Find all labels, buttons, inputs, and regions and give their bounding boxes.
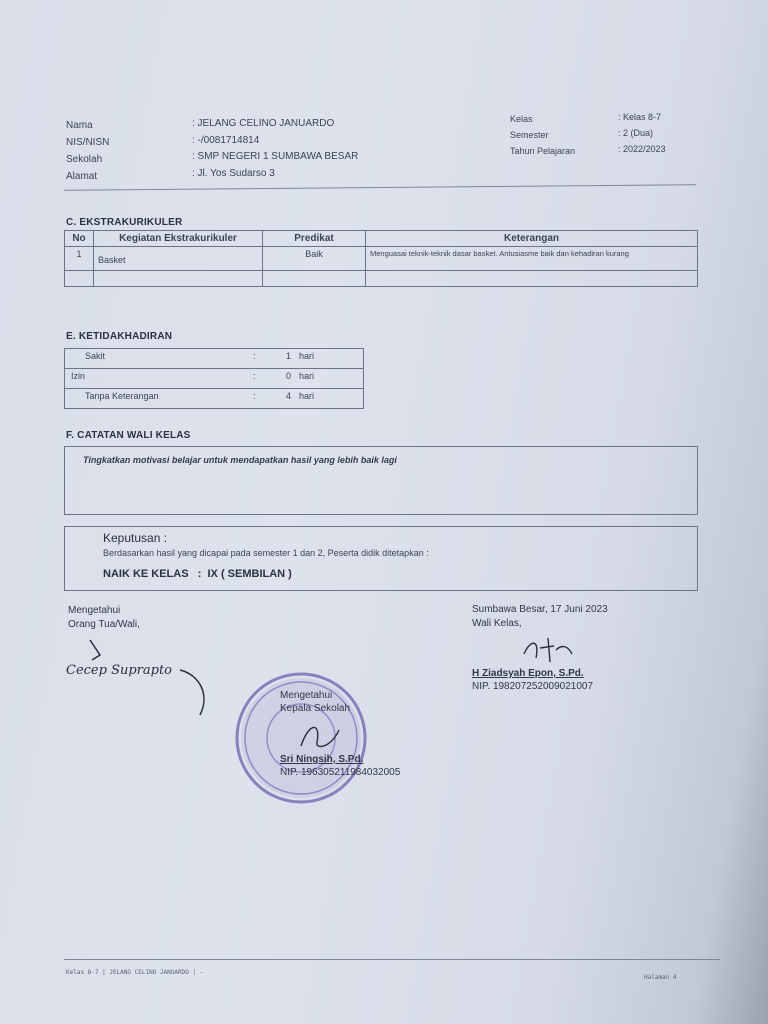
ekstra-kegiatan: Basket (94, 247, 263, 271)
right-sign-line2: Wali Kelas, (472, 618, 522, 629)
mid-sign-line1: Mengetahui (280, 690, 333, 701)
semester-value: : 2 (Dua) (618, 128, 654, 138)
absen-title: E. KETIDAKHADIRAN (66, 331, 173, 342)
footer-divider (64, 959, 720, 960)
footer-right: Halaman 4 (644, 974, 677, 981)
kepsek-signature (295, 718, 345, 754)
ekstra-no: 1 (65, 247, 94, 271)
right-sign-line1: Sumbawa Besar, 17 Juni 2023 (472, 604, 608, 615)
kepsek-nip: NIP. 196305211984032005 (280, 767, 401, 778)
alamat-label: Alamat (66, 171, 98, 182)
wali-signature (520, 632, 580, 666)
ekstra-header-kegiatan: Kegiatan Ekstrakurikuler (94, 231, 263, 247)
catatan-text: Tingkatkan motivasi belajar untuk mendapatkan hasil yang lebih baik lagi (83, 455, 397, 465)
table-row (65, 389, 364, 409)
ekstra-title: C. EKSTRAKURIKULER (66, 217, 183, 228)
nama-value: : JELANG CELINO JANUARDO (192, 118, 335, 129)
wali-name: H Ziadsyah Epon, S.Pd. (472, 668, 584, 679)
ekstra-header-keterangan: Keterangan (366, 231, 698, 247)
left-sign-line2: Orang Tua/Wali, (68, 619, 140, 630)
alamat-value: : Jl. Yos Sudarso 3 (192, 168, 275, 179)
table-row (65, 369, 364, 389)
catatan-box (64, 446, 698, 515)
absen-value: 4 (267, 389, 295, 409)
ekstra-header-no: No (65, 231, 94, 247)
absen-value: 1 (267, 349, 295, 369)
kepsek-name: Sri Ningsih, S.Pd. (280, 754, 364, 765)
absen-unit: hari (295, 389, 364, 409)
catatan-title: F. CATATAN WALI KELAS (66, 430, 191, 441)
semester-label: Semester (510, 130, 549, 140)
absen-value: 0 (267, 369, 295, 389)
ekstra-keterangan: Menguasai teknik-teknik dasar basket. Antusiasme baik dan kehadiran kurang (366, 247, 698, 271)
kelas-value: : Kelas 8-7 (618, 112, 662, 122)
absen-label: Tanpa Keterangan (65, 389, 250, 409)
sekolah-value: : SMP NEGERI 1 SUMBAWA BESAR (192, 151, 359, 162)
parent-signature-text: Cecep Suprapto (66, 663, 173, 678)
nama-label: Nama (66, 120, 93, 131)
nis-value: : -/0081714814 (192, 135, 260, 146)
header-divider (64, 184, 696, 191)
wali-nip: NIP. 198207252009021007 (472, 681, 594, 692)
absen-unit: hari (295, 369, 364, 389)
keputusan-box (64, 526, 698, 591)
ekstra-table (64, 230, 698, 287)
absen-table (64, 348, 364, 409)
tahun-value: : 2022/2023 (618, 144, 666, 154)
table-row (65, 247, 698, 271)
left-sign-line1: Mengetahui (68, 605, 121, 616)
keputusan-result: NAIK KE KELAS : IX ( SEMBILAN ) (103, 568, 292, 580)
sekolah-label: Sekolah (66, 154, 103, 165)
mid-sign-line2: Kepala Sekolah (280, 703, 351, 714)
tahun-label: Tahun Pelajaran (510, 146, 576, 156)
table-row (65, 349, 364, 369)
absen-label: Izin (65, 369, 250, 389)
absen-unit: hari (295, 349, 364, 369)
absen-colon: : (249, 349, 267, 369)
ekstra-header-row (65, 231, 698, 247)
ekstra-header-predikat: Predikat (263, 231, 366, 247)
keputusan-label: Keputusan : (103, 531, 168, 545)
absen-colon: : (249, 369, 267, 389)
keputusan-desc: Berdasarkan hasil yang dicapai pada semester 1 dan 2, Peserta didik ditetapkan : (103, 548, 429, 558)
kelas-label: Kelas (510, 114, 533, 124)
absen-colon: : (249, 389, 267, 409)
nis-label: NIS/NISN (66, 137, 110, 148)
parent-signature (60, 630, 220, 720)
ekstra-predikat: Baik (263, 247, 366, 271)
table-row-empty (65, 271, 698, 287)
absen-label: Sakit (65, 349, 250, 369)
footer-left: Kelas 8-7 | JELANG CELINO JANUARDO | - (66, 969, 204, 976)
